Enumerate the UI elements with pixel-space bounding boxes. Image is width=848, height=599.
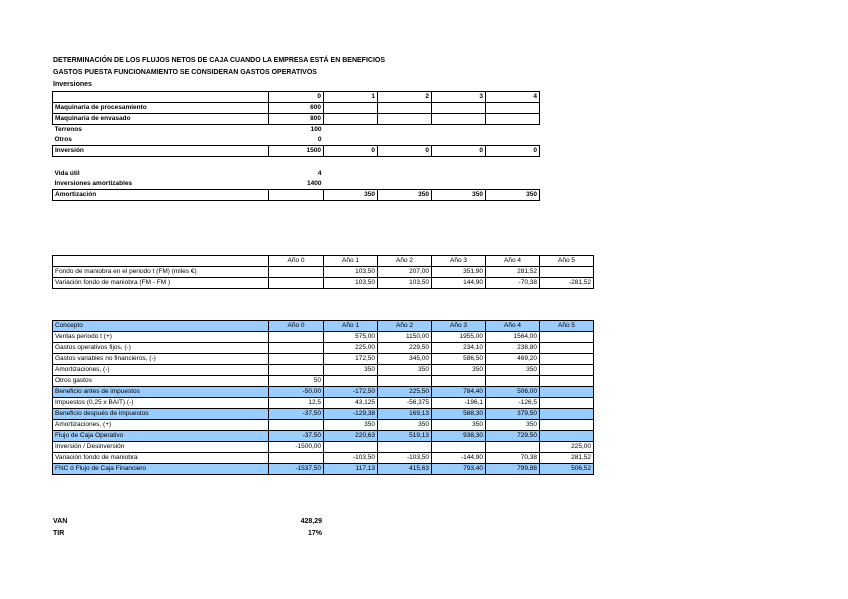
title-line-2: GASTOS PUESTA FUNCIONAMIENTO SE CONSIDERAN GASTOS OPERATIVOS xyxy=(53,69,317,76)
table-row: Beneficio antes de impuestos -50,00 -172,50 225,50 784,40 506,00 xyxy=(53,387,594,398)
table-row: Maquinaria de envasado 800 xyxy=(53,114,540,125)
table-row: Impuestos (0,25 x BAIT) (-) 12,5 43,125 -56,375 -196,1 -126,5 xyxy=(53,398,594,409)
inversiones-label: Inversiones xyxy=(53,81,92,88)
investment-table xyxy=(52,91,540,201)
table-row: Fondo de maniobra en el periodo t (FM) (miles €) 103,50 207,00 351,90 281,52 xyxy=(53,267,594,278)
total-row: Inversión 1500 0 0 0 0 xyxy=(53,146,540,157)
table-row: Maquinaria de procesamiento 600 xyxy=(53,103,540,114)
table-row: Terrenos 100 xyxy=(54,126,322,133)
van-label: VAN xyxy=(53,518,68,525)
tir-value: 17% xyxy=(307,530,322,537)
table-row: Ventas periodo t (+) 575,00 1150,00 1955,00 1564,00 xyxy=(53,332,594,343)
table-row: Flujo de Caja Operativo -37,50 220,63 519,13 938,30 729,50 xyxy=(53,431,594,442)
period-cell: 2 xyxy=(378,92,432,103)
table-row: Gastos variables no financieros, (-) 172,50 345,00 586,50 469,20 xyxy=(53,354,594,365)
table-row: Inversión / Desinversión -1500,00 225,00 xyxy=(53,442,594,453)
table-row: Variación fondo de maniobra -103,50 -103,50 -144,90 70,38 281,52 xyxy=(53,453,594,464)
table-row: Variación fondo de maniobra (FM - FM ) 103,50 103,50 144,90 -70,38 -281,52 xyxy=(53,278,594,289)
van-value: 428,29 xyxy=(300,518,322,525)
tir-label: TIR xyxy=(53,530,65,537)
header-row: Concepto Año 0 Año 1 Año 2 Año 3 Año 4 Año 5 xyxy=(53,321,594,332)
amortizacion-row: Amortización 350 350 350 350 xyxy=(53,190,540,201)
period-cell: 3 xyxy=(432,92,486,103)
table-row: Gastos operativos fijos, (-) 225,00 229,50 234,10 238,80 xyxy=(53,343,594,354)
period-cell: 1 xyxy=(324,92,378,103)
working-capital-table xyxy=(52,255,594,289)
table-row: Beneficio después de impuestos -37,50 -129,38 169,13 588,30 379,50 xyxy=(53,409,594,420)
table-row: Amortizaciones, (+) 350 350 350 350 xyxy=(53,420,594,431)
period-cell: 4 xyxy=(486,92,540,103)
vida-util-row: Vida útil 4 xyxy=(54,170,322,177)
table-row: Otros gastos 50 xyxy=(53,376,594,387)
title-line-1: DETERMINACIÓN DE LOS FLUJOS NETOS DE CAJA CUANDO LA EMPRESA ESTÁ EN BENEFICIOS xyxy=(53,57,386,64)
period-cell: 0 xyxy=(269,92,324,103)
table-row: Otros 0 xyxy=(54,136,322,143)
cash-flow-table xyxy=(52,320,594,475)
table-row: Amortizaciones, (-) 350 350 350 350 xyxy=(53,365,594,376)
periods-row xyxy=(53,92,540,103)
table-row: FNC ó Flujo de Caja Financiero -1537,50 117,13 415,63 793,40 799,88 506,52 xyxy=(53,464,594,475)
header-row: Año 0 Año 1 Año 2 Año 3 Año 4 Año 5 xyxy=(53,256,594,267)
inversiones-amortizables-row: Inversiones amortizables 1400 xyxy=(54,180,322,187)
